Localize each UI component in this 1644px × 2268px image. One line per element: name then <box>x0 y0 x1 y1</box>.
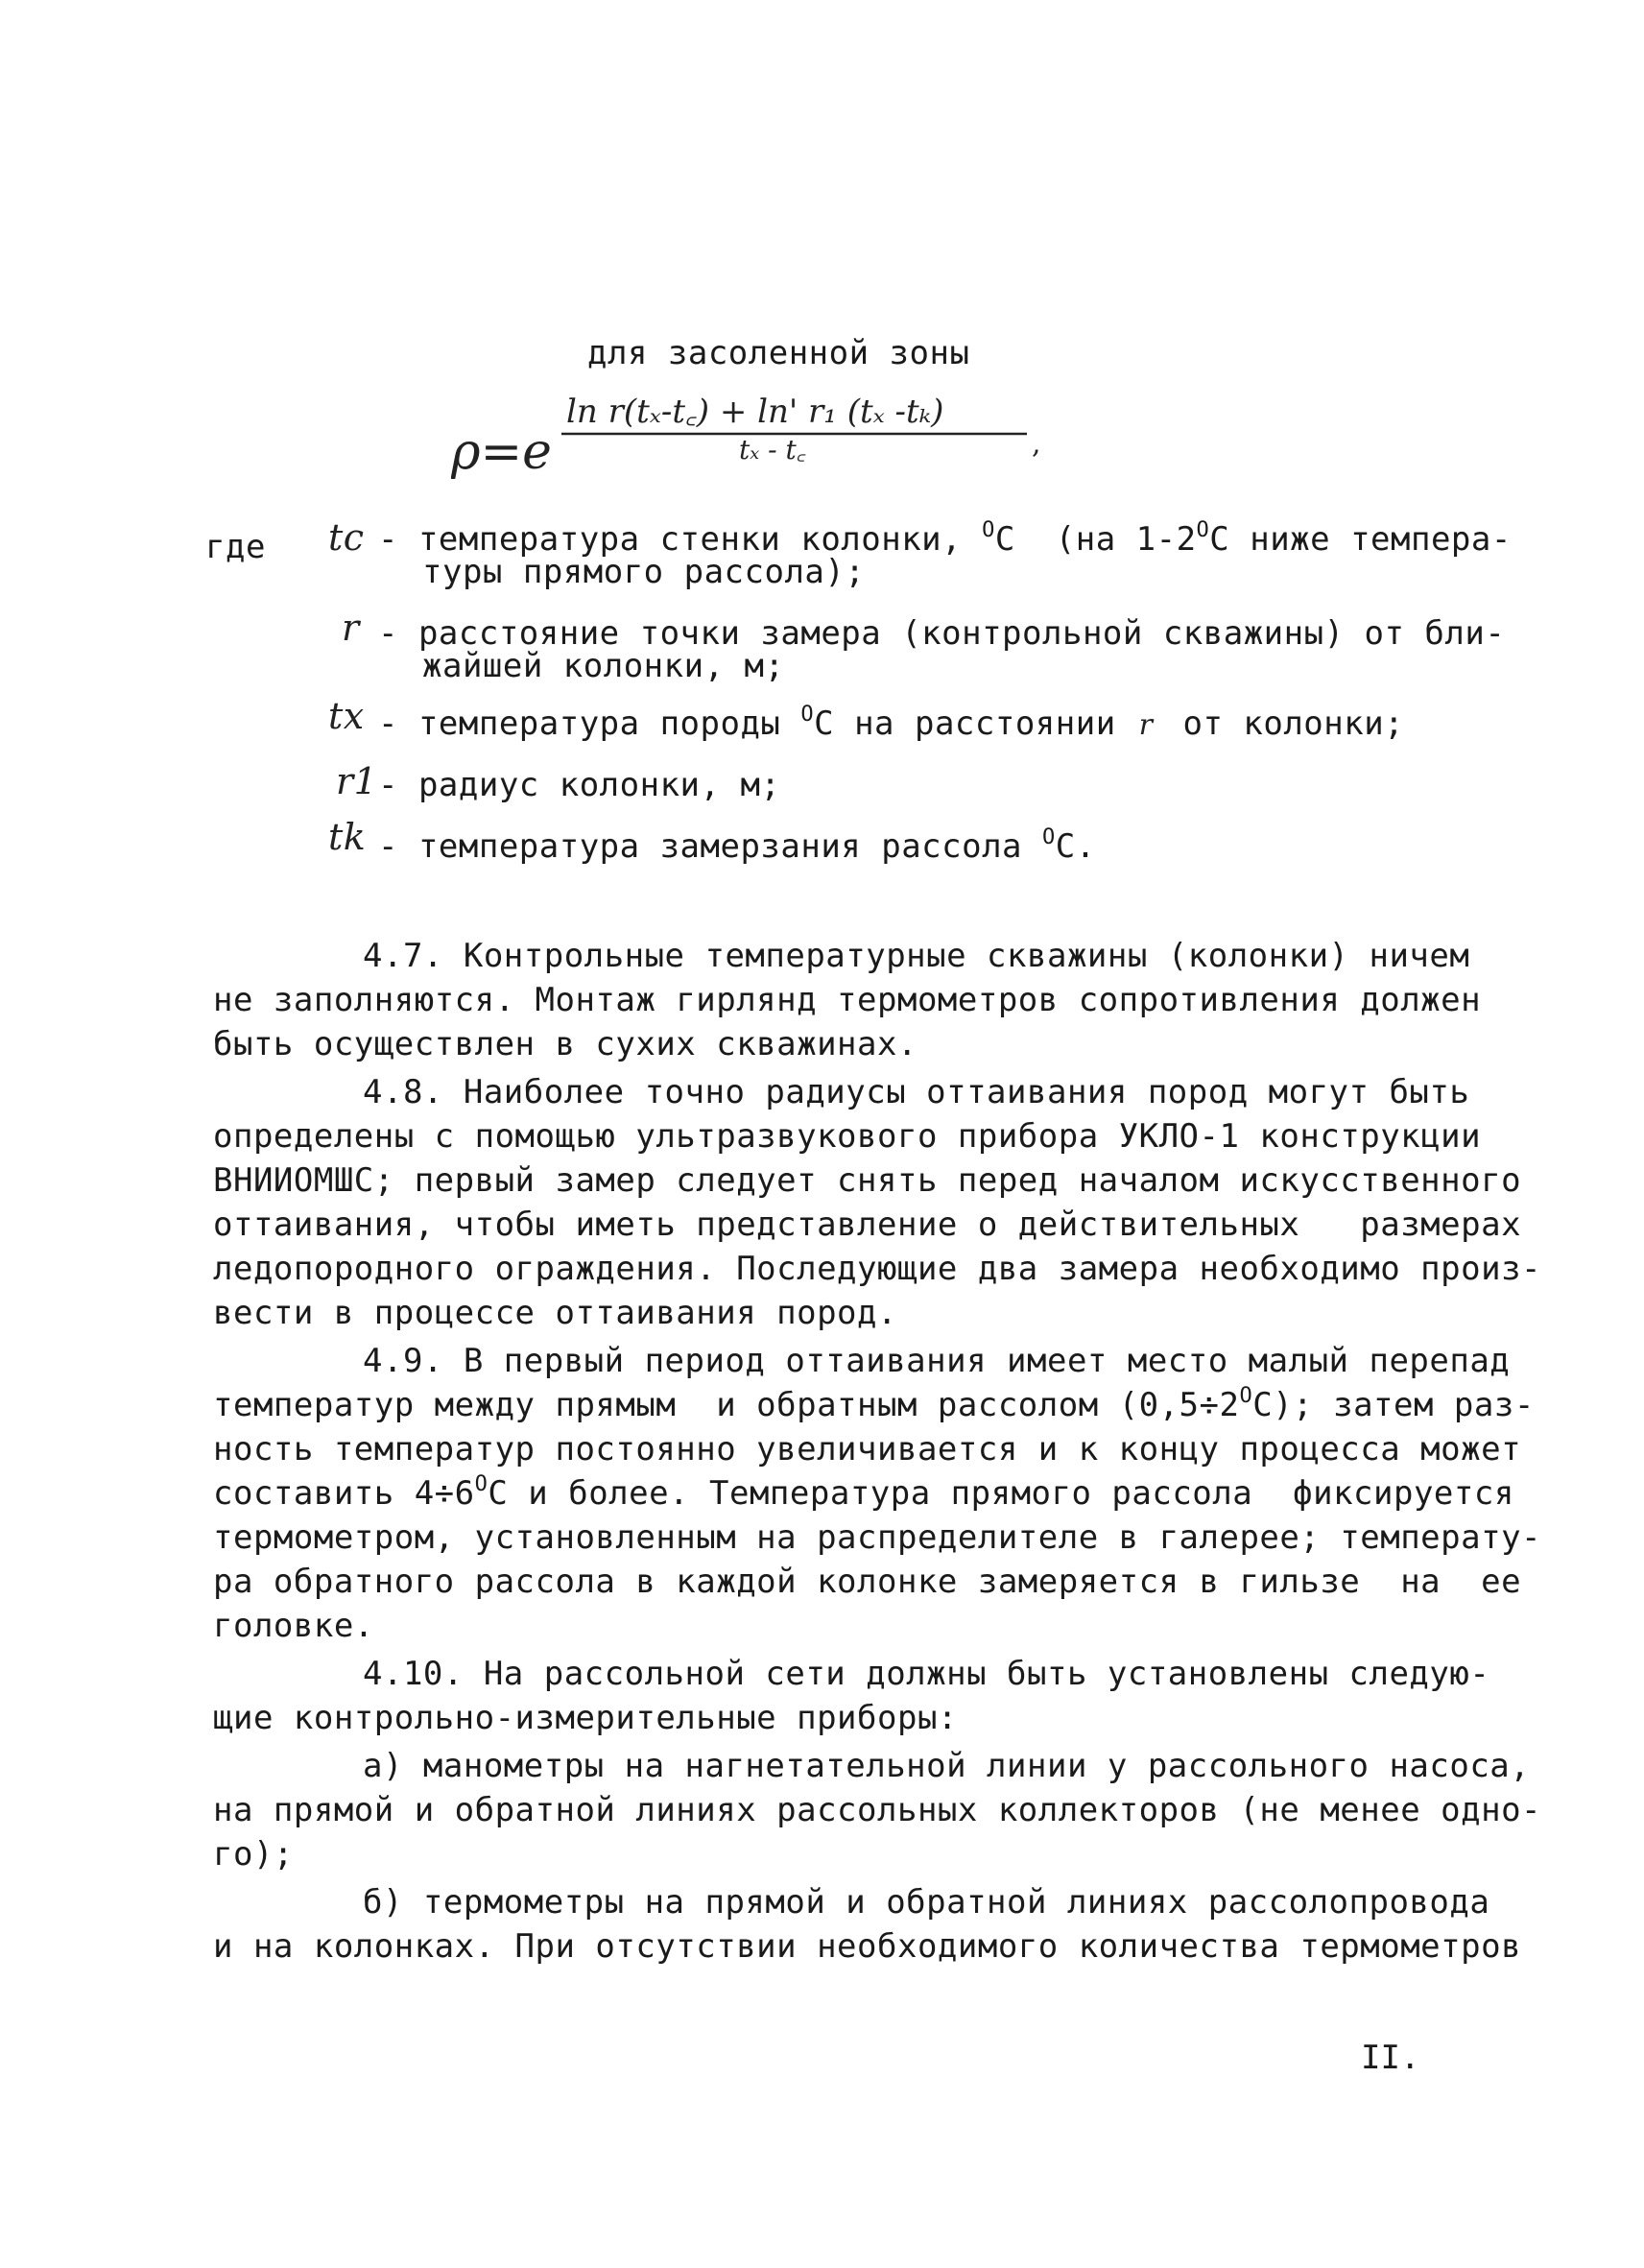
def-tx-inline-r: r <box>1138 708 1154 742</box>
p48-line1: 4.8. Наиболее точно радиусы оттаивания пород могут быть <box>363 1073 1470 1111</box>
pb-line1: б) термометры на прямой и обратной линиях рассолопровода <box>363 1883 1490 1922</box>
def-tk-degree: O <box>1042 825 1056 849</box>
p49-line4-b: С и более. Температура прямого рассола фиксируется <box>488 1474 1514 1513</box>
definition-r-line1: - расстояние точки замера (контрольной скважины) от бли- <box>378 614 1506 653</box>
p49-line4 <box>213 1474 1514 1513</box>
formula-trailing-comma: , <box>1032 427 1041 461</box>
where-label: где <box>205 528 266 566</box>
definition-r-line2: жайшей колонки, м; <box>422 647 785 685</box>
symbol-tk: tk <box>328 816 367 858</box>
pa-line3: го); <box>213 1835 294 1874</box>
density-formula <box>451 374 1065 489</box>
def-tx-degree: O <box>800 703 815 727</box>
p48-line6: вести в процессе оттаивания пород. <box>213 1294 897 1332</box>
p48-line5: ледопородного ограждения. Последующие два замера необходимо произ- <box>213 1250 1542 1288</box>
p49-degree-1: O <box>1239 1384 1253 1408</box>
p49-degree-2: O <box>474 1472 488 1496</box>
p49-line2 <box>213 1386 1535 1424</box>
p49-line2-b: С); затем раз- <box>1252 1386 1535 1424</box>
symbol-r1: r1 <box>336 760 378 802</box>
p49-line4-a: составить 4÷6 <box>213 1474 475 1513</box>
pa-line1: а) манометры на нагнетательной линии у рассольного насоса, <box>363 1747 1531 1785</box>
def-tx-text-a: - температура породы <box>378 704 801 743</box>
symbol-r: r <box>342 607 360 649</box>
formula-exponent-numerator: ln r(tₓ-t꜀) + ln' r₁ (tₓ -tₖ) <box>566 393 944 431</box>
formula-base: ρ=e <box>451 423 552 481</box>
formula-heading: для засоленной зоны <box>587 334 970 372</box>
definition-tk-line1 <box>378 827 1096 866</box>
p47-line1: 4.7. Контрольные температурные скважины (колонки) ничем <box>363 937 1470 975</box>
symbol-tc: tc <box>328 516 365 559</box>
formula-exponent-denominator: tₓ - t꜀ <box>739 434 806 466</box>
p410-line2: щие контрольно-измерительные приборы: <box>213 1699 958 1737</box>
def-tc-text-a: - температура стенки колонки, <box>378 520 983 559</box>
def-tx-text-c: от колонки; <box>1162 704 1405 743</box>
p47-line2: не заполняются. Монтаж гирлянд термометров сопротивления должен <box>213 981 1482 1019</box>
p48-line3: ВНИИОМШС; первый замер следует снять перед началом искусственного <box>213 1161 1522 1200</box>
p49-line3: ность температур постоянно увеличивается и к концу процесса может <box>213 1430 1522 1468</box>
def-tc-degree-2: O <box>1196 518 1210 542</box>
definition-tc-line2: туры прямого рассола); <box>422 553 866 591</box>
p49-line7: головке. <box>213 1607 374 1645</box>
p49-line5: термометром, установленным на распределителе в галерее; температу- <box>213 1518 1542 1557</box>
pa-line2: на прямой и обратной линиях рассольных коллекторов (не менее одно- <box>213 1791 1542 1829</box>
p48-line2: определены с помощью ультразвукового прибора УКЛО-1 конструкции <box>213 1117 1482 1156</box>
def-tc-text-b: C (на 1-2 <box>994 520 1197 559</box>
page-number: II. <box>1361 2039 1420 2077</box>
p48-line4: оттаивания, чтобы иметь представление о действительных размерах <box>213 1206 1522 1244</box>
definition-tx-line1 <box>378 704 1404 745</box>
p47-line3: быть осуществлен в сухих скважинах. <box>213 1025 917 1063</box>
p49-line1: 4.9. В первый период оттаивания имеет место малый перепад <box>363 1342 1511 1380</box>
def-tk-text-b: С. <box>1055 827 1096 866</box>
symbol-tx: tx <box>328 695 365 737</box>
p410-line1: 4.10. На рассольной сети должны быть установлены следую- <box>363 1655 1490 1693</box>
definition-r1-line1: - радиус колонки, м; <box>378 766 781 804</box>
def-tx-text-b: С на расстоянии <box>814 704 1116 743</box>
p49-line6: ра обратного рассола в каждой колонке замеряется в гильзе на ее <box>213 1563 1522 1601</box>
p49-line2-a: температур между прямым и обратным рассолом (0,5÷2 <box>213 1386 1240 1424</box>
def-tc-text-c: С ниже темпера- <box>1209 520 1512 559</box>
def-tc-degree-1: O <box>982 518 995 542</box>
pb-line2: и на колонках. При отсутствии необходимого количества термометров <box>213 1927 1522 1966</box>
def-tk-text-a: - температура замерзания рассола <box>378 827 1043 866</box>
